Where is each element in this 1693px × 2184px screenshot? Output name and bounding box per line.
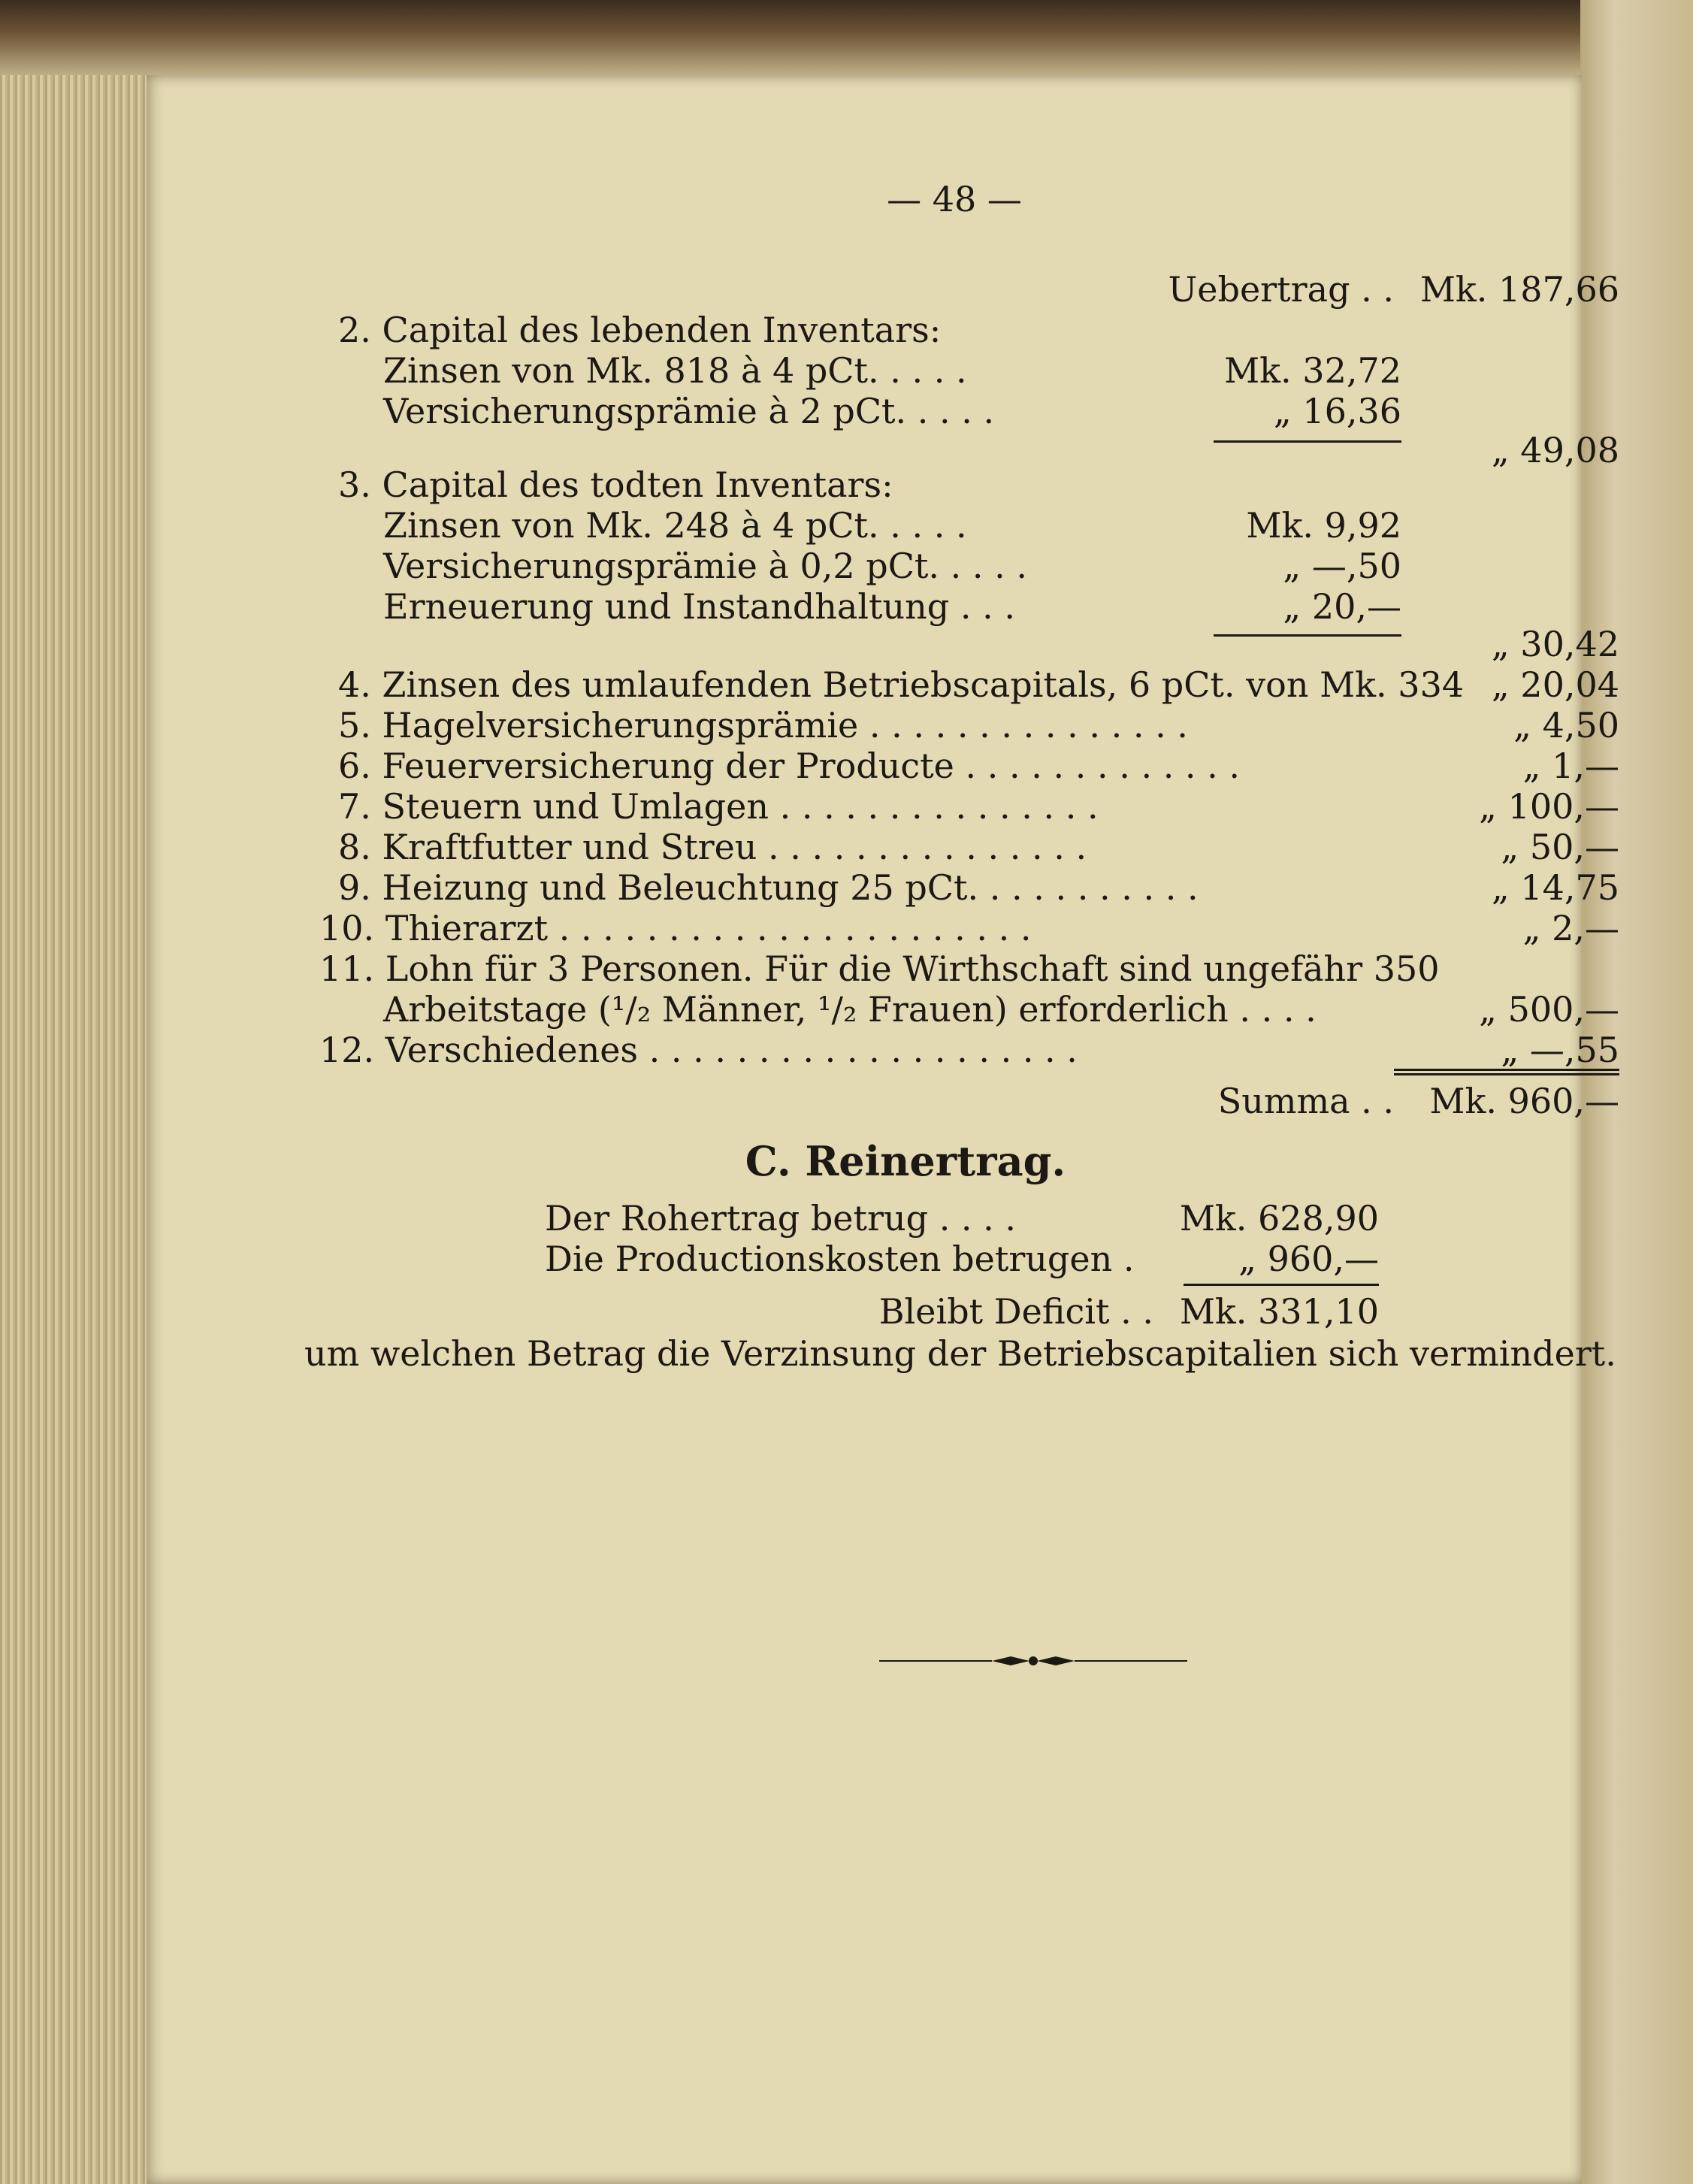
item-12-amount: „ —,55 (1501, 1030, 1619, 1070)
item-4: 4. Zinsen des umlaufenden Betriebscapitals, 6 pCt. von Mk. 334 (338, 664, 1465, 705)
item-6: 6. Feuerversicherung der Producte . . . . . . . . . . . . . (338, 746, 1241, 786)
section2-line1: Zinsen von Mk. 818 à 4 pCt. . . . . (383, 350, 967, 391)
closing-sentence: um welchen Betrag die Verzinsung der Betriebscapitalien sich vermindert. (304, 1333, 1616, 1374)
page-number: — 48 — (887, 179, 1022, 219)
section3-line1-amount: Mk. 9,92 (1246, 505, 1401, 546)
item-11: 11. Lohn für 3 Personen. Für die Wirthschaft sind ungefähr 350 (319, 948, 1440, 989)
item-12: 12. Verschiedenes . . . . . . . . . . . . . . . . . . . . (319, 1030, 1078, 1070)
section-c-line1-amount: Mk. 628,90 (1179, 1198, 1379, 1239)
item-8-amount: „ 50,— (1501, 827, 1619, 867)
book-edge-top (0, 0, 1693, 83)
item-10-amount: „ 2,— (1522, 908, 1619, 948)
subtotal-rule (1214, 634, 1401, 637)
section-c-heading: C. Reinertrag. (745, 1137, 1066, 1185)
section3-line2-amount: „ —,50 (1283, 546, 1401, 586)
section-c-line2: Die Productionskosten betrugen . (545, 1239, 1135, 1279)
item-6-amount: „ 1,— (1522, 746, 1619, 786)
section3-total: „ 30,42 (1491, 624, 1619, 664)
section2-total: „ 49,08 (1491, 430, 1619, 470)
ornament-divider (879, 1652, 1187, 1670)
item-5-amount: „ 4,50 (1513, 705, 1619, 746)
section3-line3-amount: „ 20,— (1283, 586, 1401, 627)
page-stack-left (0, 75, 150, 2184)
item-7-amount: „ 100,— (1479, 786, 1619, 827)
item-4-amount: „ 20,04 (1491, 664, 1619, 705)
subtotal-rule (1184, 1284, 1379, 1286)
carryover-label: Uebertrag . . (1168, 269, 1394, 310)
section3-line1: Zinsen von Mk. 248 à 4 pCt. . . . . (383, 505, 967, 546)
summa-label: Summa . . (1217, 1081, 1394, 1121)
carryover-amount: Mk. 187,66 (1419, 269, 1619, 310)
item-11-cont: Arbeitstage (¹/₂ Männer, ¹/₂ Frauen) erforderlich . . . . (383, 989, 1317, 1030)
item-10: 10. Thierarzt . . . . . . . . . . . . . . . . . . . . . . (319, 908, 1032, 948)
section-c-line2-amount: „ 960,— (1238, 1239, 1379, 1279)
item-9: 9. Heizung und Beleuchtung 25 pCt. . . . . . . . . . . (338, 867, 1199, 908)
section3-line3: Erneuerung und Instandhaltung . . . (383, 586, 1015, 627)
subtotal-rule (1214, 440, 1401, 443)
item-9-amount: „ 14,75 (1491, 867, 1619, 908)
item-8: 8. Kraftfutter und Streu . . . . . . . . . . . . . . . (338, 827, 1087, 867)
item-5: 5. Hagelversicherungsprämie . . . . . . . . . . . . . . . (338, 705, 1188, 746)
section2-heading: 2. Capital des lebenden Inventars: (338, 310, 942, 350)
summa-amount: Mk. 960,— (1429, 1081, 1619, 1121)
deficit-amount: Mk. 331,10 (1179, 1291, 1379, 1332)
section2-line2-amount: „ 16,36 (1273, 391, 1401, 431)
item-7: 7. Steuern und Umlagen . . . . . . . . . . . . . . . (338, 786, 1099, 827)
section3-line2: Versicherungsprämie à 0,2 pCt. . . . . (383, 546, 1028, 586)
book-page (147, 75, 1619, 2184)
section2-line1-amount: Mk. 32,72 (1224, 350, 1401, 391)
section-c-line1: Der Rohertrag betrug . . . . (545, 1198, 1017, 1239)
item-11-amount: „ 500,— (1479, 989, 1619, 1030)
section3-heading: 3. Capital des todten Inventars: (338, 464, 893, 505)
double-rule (1394, 1069, 1619, 1075)
deficit-label: Bleibt Deficit . . (878, 1291, 1153, 1332)
section2-line2: Versicherungsprämie à 2 pCt. . . . . (383, 391, 995, 431)
